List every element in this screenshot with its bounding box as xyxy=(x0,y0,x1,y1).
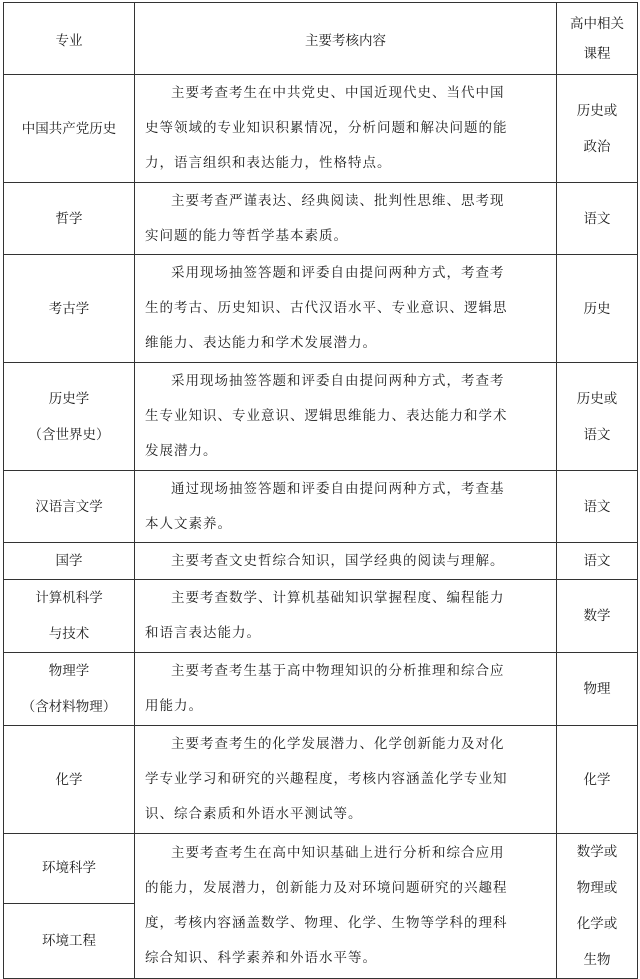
header-major: 专业 xyxy=(4,3,135,75)
exam-content-line xyxy=(145,434,540,469)
exam-content-line xyxy=(145,146,540,181)
table-row xyxy=(4,255,638,363)
exam-content-line xyxy=(145,941,540,976)
course-cell-line: 语文 xyxy=(583,426,611,443)
exam-content-text: 主要考查考生在高中知识基础上进行分析和综合应用 xyxy=(171,845,505,861)
exam-content-text: 度，考核内容涵盖数学、物理、化学、生物等学科的理科 xyxy=(145,915,508,931)
major-cell xyxy=(4,580,135,653)
table-row xyxy=(4,75,638,183)
exam-content-line xyxy=(145,836,540,871)
exam-content-line xyxy=(145,727,540,762)
exam-content-line xyxy=(145,906,540,941)
exam-content-line xyxy=(145,762,540,797)
major-cell xyxy=(4,255,135,363)
major-cell-line: 汉语言文学 xyxy=(35,498,103,515)
course-cell-line: 数学 xyxy=(583,608,611,624)
exam-content-line xyxy=(145,871,540,906)
header-course-line1: 高中相关 xyxy=(570,15,624,32)
exam-content-line xyxy=(145,654,540,689)
exam-content-text: 识、综合素质和外语水平测试等。 xyxy=(145,806,363,822)
major-cell-env-science: 环境科学 xyxy=(4,834,135,904)
exam-content-text: 主要考查文史哲综合知识，国学经典的阅读与理解。 xyxy=(171,552,505,569)
exam-content-cell xyxy=(135,580,557,653)
course-cell xyxy=(557,543,638,580)
course-cell xyxy=(557,726,638,834)
exam-content-text: 力，语言组织和表达能力，性格特点。 xyxy=(145,155,392,171)
exam-content-line xyxy=(145,797,540,832)
exam-content-line xyxy=(145,256,540,291)
course-cell-line: 数学或 xyxy=(576,844,618,860)
exam-content-line xyxy=(145,219,540,254)
table-body xyxy=(4,75,638,979)
exam-content-text: 维能力、表达能力和学术发展潜力。 xyxy=(145,335,377,351)
exam-content-line xyxy=(145,291,540,326)
majors-table xyxy=(3,2,638,979)
exam-content-line xyxy=(145,616,540,651)
exam-content-cell xyxy=(135,543,557,580)
header-course-line2: 课程 xyxy=(583,45,611,62)
exam-content-cell xyxy=(135,183,557,255)
exam-content-text: 主要考查考生的化学发展潜力、化学创新能力及对化 xyxy=(171,736,505,752)
course-cell xyxy=(557,75,638,183)
exam-content-text: 采用现场抽签答题和评委自由提问两种方式，考查考 xyxy=(171,373,505,389)
course-cell-line: 物理 xyxy=(583,681,611,697)
exam-content-text: 通过现场抽签答题和评委自由提问两种方式，考查基 xyxy=(171,480,505,497)
course-cell-line: 政治 xyxy=(583,138,611,155)
exam-content-text: 综合知识、科学素养和外语水平等。 xyxy=(145,950,377,966)
course-cell xyxy=(557,363,638,471)
major-cell-env-engineering: 环境工程 xyxy=(4,903,135,978)
exam-content-text: 生专业知识、专业意识、逻辑思维能力、表达能力和学术 xyxy=(145,408,508,424)
exam-content-line xyxy=(145,399,540,434)
course-cell-line: 语文 xyxy=(583,553,611,569)
major-cell-line: 哲学 xyxy=(55,210,83,227)
exam-content-text: 和语言表达能力。 xyxy=(145,625,261,641)
major-cell xyxy=(4,363,135,471)
course-cell-line: 语文 xyxy=(583,210,611,227)
major-cell-line: 化学 xyxy=(55,771,83,788)
exam-content-text: 用能力。 xyxy=(145,698,203,714)
exam-content-line xyxy=(145,111,540,146)
exam-content-line xyxy=(145,184,540,219)
exam-content-line xyxy=(145,364,540,399)
major-cell xyxy=(4,183,135,255)
exam-content-text: 学专业学习和研究的兴趣程度，考核内容涵盖化学专业知 xyxy=(145,771,508,787)
exam-content-text: 实问题的能力等哲学基本素质。 xyxy=(145,227,348,244)
table-row xyxy=(4,653,638,726)
exam-content-line xyxy=(145,76,540,111)
exam-content-cell xyxy=(135,75,557,183)
course-cell xyxy=(557,834,638,979)
major-cell xyxy=(4,653,135,726)
major-cell-line: 中国共产党历史 xyxy=(21,120,117,137)
course-cell-line: 历史 xyxy=(583,300,611,317)
table-row xyxy=(4,580,638,653)
exam-content-cell xyxy=(135,653,557,726)
exam-content-text: 发展潜力。 xyxy=(145,443,218,459)
exam-content-text: 生的考古、历史知识、古代汉语水平、专业意识、逻辑思 xyxy=(145,300,508,316)
major-cell-line: 考古学 xyxy=(48,300,90,317)
exam-content-line xyxy=(145,689,540,724)
exam-content-text: 的能力，发展潜力，创新能力及对环境问题研究的兴趣程 xyxy=(145,880,508,896)
major-cell xyxy=(4,471,135,543)
major-cell xyxy=(4,75,135,183)
exam-content-cell xyxy=(135,255,557,363)
course-cell xyxy=(557,580,638,653)
exam-content-cell xyxy=(135,726,557,834)
course-cell-line: 历史或 xyxy=(576,102,618,119)
table-row xyxy=(4,543,638,580)
exam-content-text: 史等领域的专业知识积累情况，分析问题和解决问题的能 xyxy=(145,120,508,136)
table-row xyxy=(4,183,638,255)
course-cell-line: 生物 xyxy=(583,952,611,968)
exam-content-line xyxy=(145,544,540,579)
course-cell-line: 化学或 xyxy=(576,916,618,932)
major-cell-line: （含世界史） xyxy=(28,426,110,443)
course-cell xyxy=(557,653,638,726)
major-cell xyxy=(4,726,135,834)
course-cell xyxy=(557,471,638,543)
course-cell-line: 化学 xyxy=(583,771,611,788)
exam-content-text: 主要考查严谨表达、经典阅读、批判性思维、思考现 xyxy=(171,192,505,209)
header-content: 主要考核内容 xyxy=(135,3,557,75)
course-cell xyxy=(557,183,638,255)
major-cell-line: （含材料物理） xyxy=(21,699,117,715)
table-row xyxy=(4,471,638,543)
major-cell xyxy=(4,543,135,580)
exam-content-line xyxy=(145,326,540,361)
exam-content-cell xyxy=(135,363,557,471)
major-cell-line: 物理学 xyxy=(48,663,90,679)
header-row xyxy=(4,3,638,75)
major-cell-line: 与技术 xyxy=(48,626,90,642)
exam-content-text: 主要考查考生基于高中物理知识的分析推理和综合应 xyxy=(171,663,505,679)
major-cell-line: 历史学 xyxy=(48,390,90,407)
course-cell xyxy=(557,255,638,363)
exam-content-line xyxy=(145,472,540,507)
major-cell-line: 国学 xyxy=(55,553,83,569)
course-cell-line: 物理或 xyxy=(576,880,618,896)
exam-content-text: 采用现场抽签答题和评委自由提问两种方式，考查考 xyxy=(171,265,505,281)
exam-content-line xyxy=(145,507,540,542)
table-row xyxy=(4,363,638,471)
course-cell-line: 语文 xyxy=(583,498,611,515)
table-row xyxy=(4,726,638,834)
exam-content-line xyxy=(145,581,540,616)
exam-content-cell xyxy=(135,471,557,543)
course-cell-line: 历史或 xyxy=(576,390,618,407)
exam-content-cell xyxy=(135,834,557,979)
major-cell-line: 计算机科学 xyxy=(35,590,103,606)
header-course xyxy=(557,3,638,75)
table-row xyxy=(4,834,638,904)
exam-content-text: 本人文素养。 xyxy=(145,515,232,532)
exam-content-text: 主要考查数学、计算机基础知识掌握程度、编程能力 xyxy=(171,590,505,606)
exam-content-text: 主要考查考生在中共党史、中国近现代史、当代中国 xyxy=(171,85,505,101)
